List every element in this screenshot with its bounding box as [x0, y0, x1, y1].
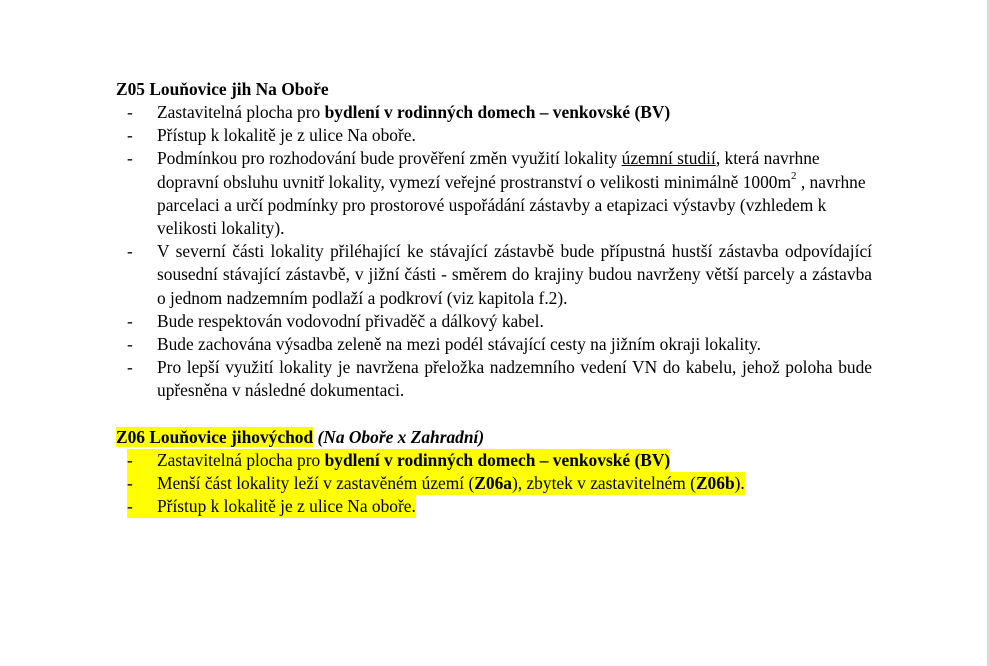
item-text: ), zbytek v zastavitelném (: [511, 472, 696, 493]
heading-text: Z05 Louňovice jih Na Oboře: [116, 79, 329, 99]
bullet-dash: -: [127, 357, 133, 378]
item-text-highlighted: Přístup k lokalitě je z ulice Na oboře.: [157, 495, 416, 518]
item-text: ).: [734, 472, 745, 493]
list-item: [116, 449, 872, 472]
bullet-dash: -: [127, 241, 133, 262]
bullet-dash: -: [127, 472, 133, 493]
bullet-dash: -: [127, 102, 133, 122]
item-text-highlighted: [157, 449, 670, 472]
document-page: [116, 78, 872, 518]
zone-code: Z06a: [474, 472, 512, 493]
list-item: [116, 495, 872, 518]
highlight-box: [127, 449, 157, 472]
list-item: [116, 101, 872, 124]
heading-subtitle: (Na Oboře x Zahradní): [317, 426, 485, 447]
list-item: [116, 333, 872, 356]
item-bold-text: bydlení v rodinných domech – venkovské (BV): [324, 449, 671, 470]
item-text: Podmínkou pro rozhodování bude prověření změn využití lokality: [157, 148, 622, 169]
bullet-dash: -: [127, 125, 133, 146]
heading-text: Z06 Louňovice jihovýchod: [116, 426, 314, 447]
item-text: , navrhne parcelaci a určí podmínky pro prostorové uspořádání zástavby a etapizaci výstavby (vzhledem k velikosti lokality).: [157, 171, 866, 239]
item-text: , která navrhne dopravní obsluhu uvnitř lokality, vymezí veřejné prostranství o velikosti minimálně 1000m: [157, 148, 820, 192]
item-text: Menší část lokality leží v zastavěném území (: [157, 472, 475, 493]
item-text: Přístup k lokalitě je z ulice Na oboře.: [157, 125, 416, 146]
bullet-dash: -: [127, 334, 133, 355]
item-text: Zastavitelná plocha pro: [157, 102, 325, 122]
list-item: [116, 124, 872, 147]
zone-code: Z06b: [695, 472, 735, 493]
list-item: [116, 240, 872, 310]
list-item: [116, 310, 872, 333]
bullet-dash: -: [127, 495, 133, 516]
item-text-highlighted: [157, 472, 745, 495]
list-item: [116, 472, 872, 495]
paragraph-spacer: [116, 403, 872, 426]
highlight-box: [127, 495, 157, 518]
bullet-dash: -: [127, 310, 133, 331]
item-bold-text: bydlení v rodinných domech – venkovské (BV): [324, 102, 671, 122]
item-text: Zastavitelná plocha pro: [157, 449, 325, 470]
item-text: Bude respektován vodovodní přivaděč a dálkový kabel.: [157, 310, 544, 331]
bullet-dash: -: [127, 148, 133, 169]
list-item: [116, 356, 872, 402]
underlined-term: územní studií: [621, 148, 716, 169]
item-text: Pro lepší využití lokality je navržena přeložka nadzemního vedení VN do kabelu, jehož poloha bude upřesněna v následné dokumentaci.: [157, 357, 872, 401]
bullet-dash: -: [127, 449, 133, 470]
section-heading-z06: [116, 426, 872, 449]
item-text: V severní části lokality přiléhající ke stávající zástavbě bude přípustná hustší zástavba odpovídající sousední stávající zástavbě, v jižní části - směrem do krajiny budou navrženy větší parcely a zástavba o jednom nadzemním podlaží a podkroví (viz kapitola f.2).: [157, 241, 872, 308]
item-text: Bude zachována výsadba zeleně na mezi podél stávající cesty na jižním okraji lokality.: [157, 334, 761, 355]
superscript: 2: [791, 169, 797, 182]
highlight-box: [127, 472, 157, 495]
list-item: [116, 147, 872, 240]
section-heading-z05: [116, 78, 872, 101]
